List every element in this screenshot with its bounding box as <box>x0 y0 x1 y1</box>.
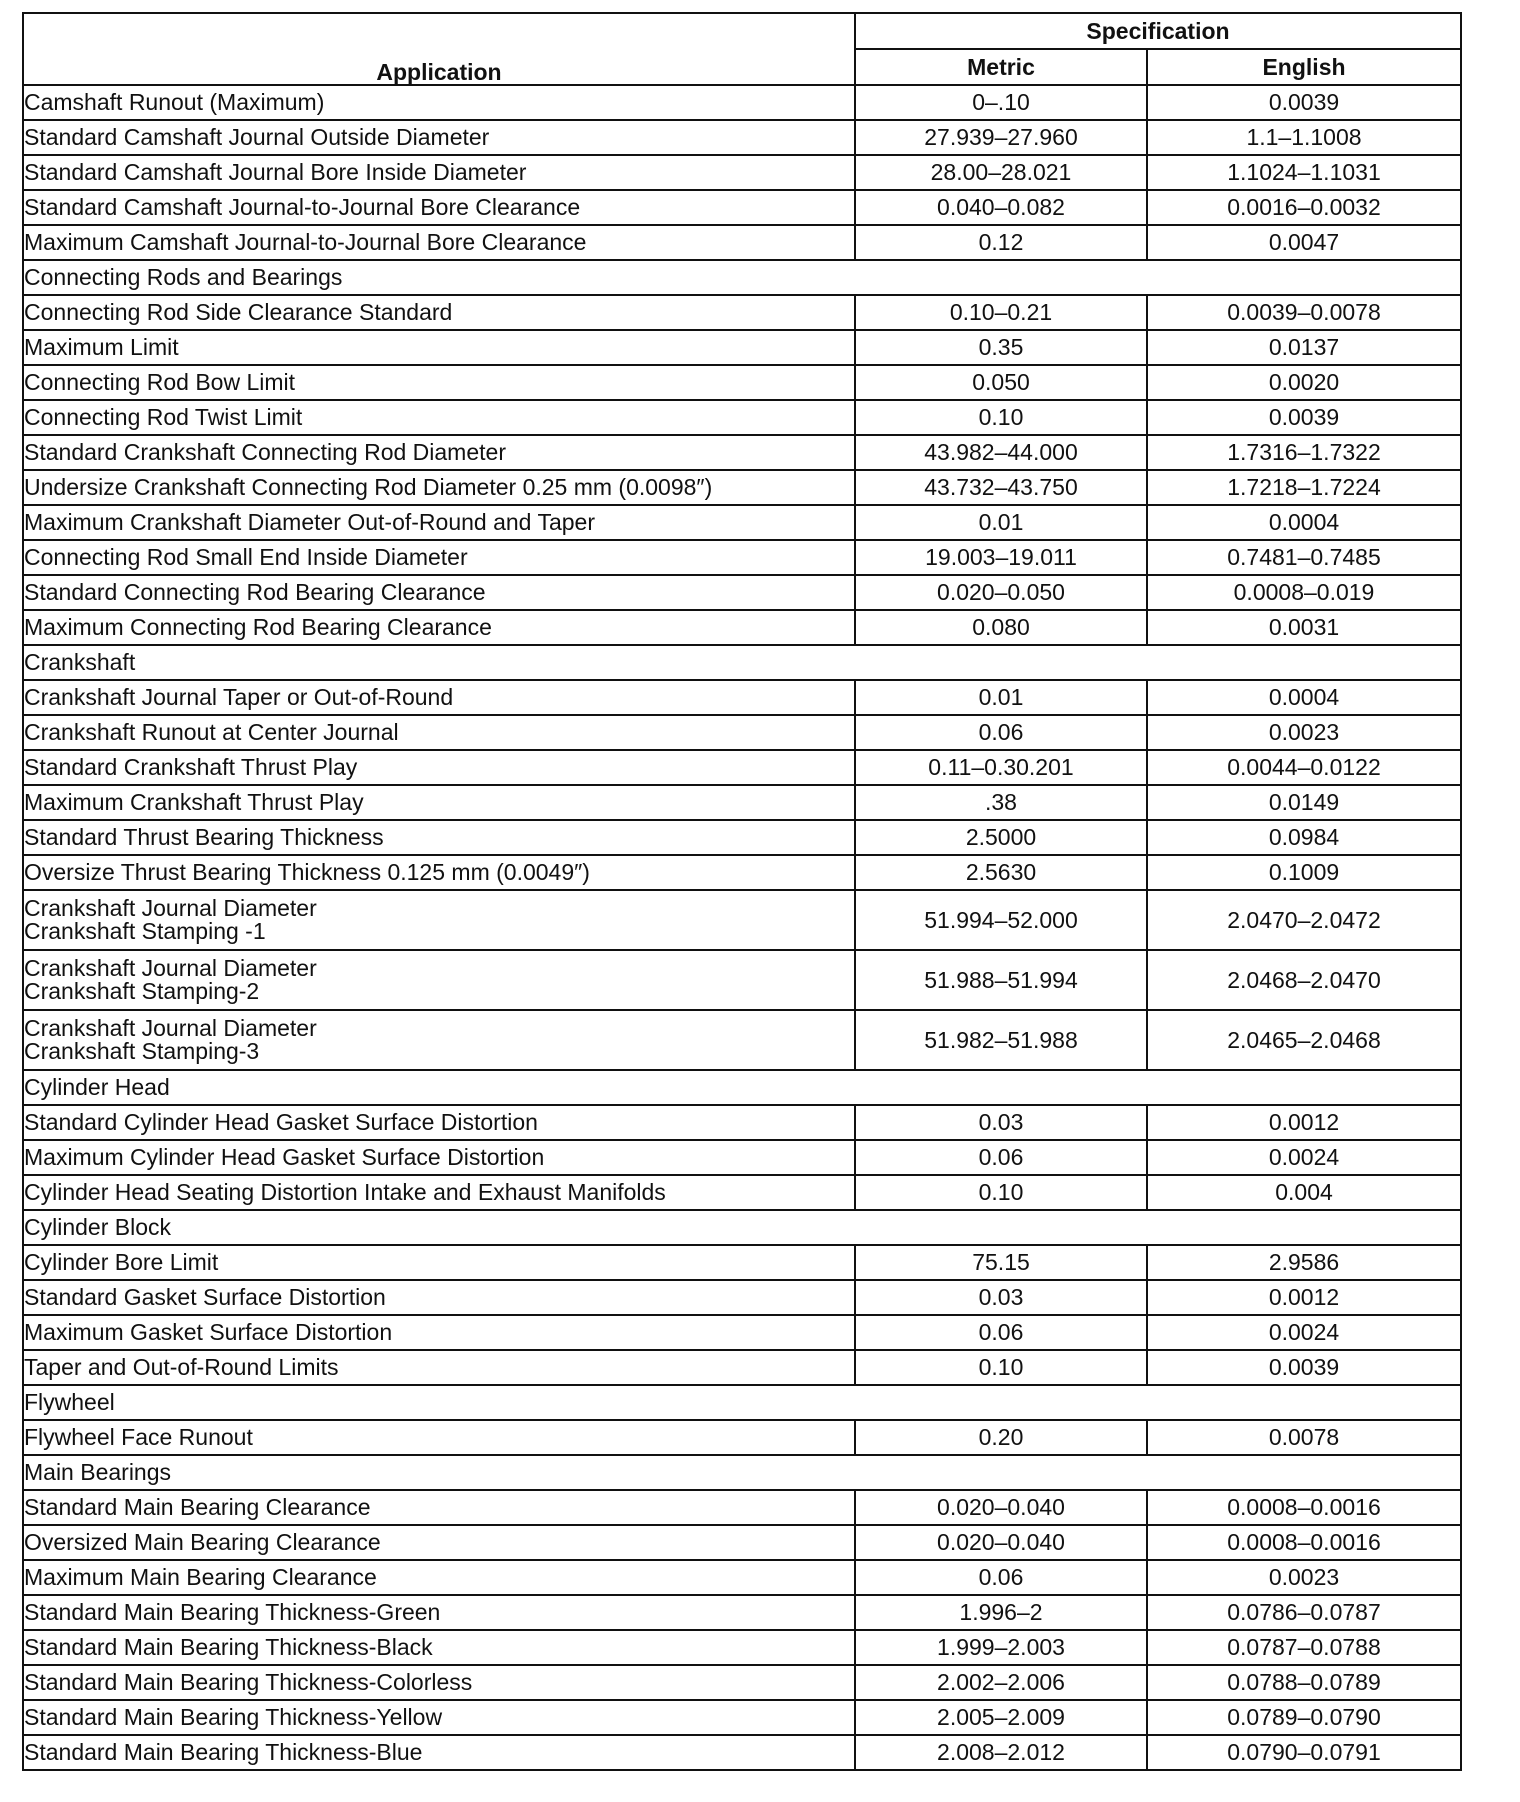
table-row <box>23 225 1461 260</box>
english-cell: 0.0023 <box>1147 715 1461 750</box>
header-metric: Metric <box>855 49 1147 85</box>
table-row <box>23 190 1461 225</box>
table-row <box>23 1560 1461 1595</box>
english-cell: 0.0149 <box>1147 785 1461 820</box>
table-row <box>23 1010 1461 1070</box>
application-cell: Cylinder Bore Limit <box>23 1245 855 1280</box>
table-body <box>23 85 1461 1770</box>
section-row <box>23 1070 1461 1105</box>
metric-cell: 0.10 <box>855 400 1147 435</box>
application-cell: Standard Cylinder Head Gasket Surface Distortion <box>23 1105 855 1140</box>
application-cell: Connecting Rod Twist Limit <box>23 400 855 435</box>
metric-cell: 0.10 <box>855 1350 1147 1385</box>
english-cell: 2.0470–2.0472 <box>1147 890 1461 950</box>
application-cell <box>23 890 855 950</box>
application-line: Crankshaft Journal Diameter <box>24 1015 317 1041</box>
english-cell: 0.0023 <box>1147 1560 1461 1595</box>
header-application: Application <box>23 13 855 85</box>
section-row <box>23 645 1461 680</box>
english-cell: 2.0465–2.0468 <box>1147 1010 1461 1070</box>
section-row <box>23 1210 1461 1245</box>
application-cell: Standard Main Bearing Thickness-Green <box>23 1595 855 1630</box>
application-cell: Taper and Out-of-Round Limits <box>23 1350 855 1385</box>
english-cell: 0.0031 <box>1147 610 1461 645</box>
table-row <box>23 400 1461 435</box>
english-cell: 0.0016–0.0032 <box>1147 190 1461 225</box>
english-cell: 0.0788–0.0789 <box>1147 1665 1461 1700</box>
metric-cell: 0.12 <box>855 225 1147 260</box>
application-cell: Connecting Rod Small End Inside Diameter <box>23 540 855 575</box>
application-line: Crankshaft Stamping-3 <box>24 1038 260 1064</box>
metric-cell: 0.20 <box>855 1420 1147 1455</box>
metric-cell: .38 <box>855 785 1147 820</box>
application-cell: Undersize Crankshaft Connecting Rod Diameter 0.25 mm (0.0098″) <box>23 470 855 505</box>
english-cell: 0.0008–0.019 <box>1147 575 1461 610</box>
english-cell: 0.0787–0.0788 <box>1147 1630 1461 1665</box>
english-cell: 0.0786–0.0787 <box>1147 1595 1461 1630</box>
english-cell: 0.0789–0.0790 <box>1147 1700 1461 1735</box>
english-cell: 0.0078 <box>1147 1420 1461 1455</box>
metric-cell: 1.996–2 <box>855 1595 1147 1630</box>
table-row <box>23 1595 1461 1630</box>
section-row <box>23 1455 1461 1490</box>
application-cell: Standard Main Bearing Thickness-Colorless <box>23 1665 855 1700</box>
metric-cell: 27.939–27.960 <box>855 120 1147 155</box>
application-cell: Standard Crankshaft Thrust Play <box>23 750 855 785</box>
table-row <box>23 820 1461 855</box>
table-row <box>23 715 1461 750</box>
application-cell: Cylinder Head Seating Distortion Intake and Exhaust Manifolds <box>23 1175 855 1210</box>
application-cell: Standard Main Bearing Thickness-Black <box>23 1630 855 1665</box>
metric-cell: 2.005–2.009 <box>855 1700 1147 1735</box>
metric-cell: 0.06 <box>855 1315 1147 1350</box>
section-title: Crankshaft <box>23 645 1461 680</box>
english-cell: 0.0044–0.0122 <box>1147 750 1461 785</box>
metric-cell: 0–.10 <box>855 85 1147 120</box>
application-cell: Standard Camshaft Journal Bore Inside Diameter <box>23 155 855 190</box>
english-cell: 0.0024 <box>1147 1315 1461 1350</box>
table-row <box>23 855 1461 890</box>
metric-cell: 2.5630 <box>855 855 1147 890</box>
metric-cell: 0.03 <box>855 1105 1147 1140</box>
application-cell: Standard Thrust Bearing Thickness <box>23 820 855 855</box>
application-cell <box>23 950 855 1010</box>
metric-cell: 51.988–51.994 <box>855 950 1147 1010</box>
english-cell: 0.1009 <box>1147 855 1461 890</box>
table-row <box>23 1665 1461 1700</box>
metric-cell: 0.020–0.050 <box>855 575 1147 610</box>
table-row <box>23 1140 1461 1175</box>
english-cell: 0.0020 <box>1147 365 1461 400</box>
application-cell: Crankshaft Journal Taper or Out-of-Round <box>23 680 855 715</box>
application-cell: Connecting Rod Bow Limit <box>23 365 855 400</box>
table-row <box>23 1280 1461 1315</box>
application-cell: Connecting Rod Side Clearance Standard <box>23 295 855 330</box>
application-cell: Standard Camshaft Journal Outside Diameter <box>23 120 855 155</box>
application-cell: Standard Camshaft Journal-to-Journal Bore Clearance <box>23 190 855 225</box>
application-cell: Maximum Cylinder Head Gasket Surface Distortion <box>23 1140 855 1175</box>
english-cell: 0.0004 <box>1147 505 1461 540</box>
table-row <box>23 785 1461 820</box>
english-cell: 0.7481–0.7485 <box>1147 540 1461 575</box>
metric-cell: 28.00–28.021 <box>855 155 1147 190</box>
table-row <box>23 470 1461 505</box>
english-cell: 2.9586 <box>1147 1245 1461 1280</box>
table-row <box>23 1245 1461 1280</box>
header-english: English <box>1147 49 1461 85</box>
metric-cell: 0.020–0.040 <box>855 1490 1147 1525</box>
table-row <box>23 950 1461 1010</box>
metric-cell: 0.35 <box>855 330 1147 365</box>
table-row <box>23 1315 1461 1350</box>
application-cell: Crankshaft Runout at Center Journal <box>23 715 855 750</box>
section-title: Connecting Rods and Bearings <box>23 260 1461 295</box>
table-row <box>23 85 1461 120</box>
application-cell: Standard Main Bearing Thickness-Yellow <box>23 1700 855 1735</box>
english-cell: 0.0984 <box>1147 820 1461 855</box>
english-cell: 0.0047 <box>1147 225 1461 260</box>
table-row <box>23 1490 1461 1525</box>
metric-cell: 0.06 <box>855 1560 1147 1595</box>
application-cell: Maximum Limit <box>23 330 855 365</box>
application-line: Crankshaft Stamping -1 <box>24 918 266 944</box>
metric-cell: 0.01 <box>855 680 1147 715</box>
table-row <box>23 330 1461 365</box>
table-row <box>23 155 1461 190</box>
section-title: Flywheel <box>23 1385 1461 1420</box>
application-line: Crankshaft Stamping-2 <box>24 978 260 1004</box>
english-cell: 0.0039 <box>1147 1350 1461 1385</box>
specification-table <box>22 12 1462 1771</box>
metric-cell: 0.03 <box>855 1280 1147 1315</box>
table-row <box>23 610 1461 645</box>
table-row <box>23 120 1461 155</box>
application-cell <box>23 1010 855 1070</box>
metric-cell: 0.040–0.082 <box>855 190 1147 225</box>
english-cell: 0.0039–0.0078 <box>1147 295 1461 330</box>
metric-cell: 2.008–2.012 <box>855 1735 1147 1770</box>
table-row <box>23 1735 1461 1770</box>
table-row <box>23 365 1461 400</box>
metric-cell: 0.10 <box>855 1175 1147 1210</box>
application-cell: Oversized Main Bearing Clearance <box>23 1525 855 1560</box>
english-cell: 1.7316–1.7322 <box>1147 435 1461 470</box>
section-title: Cylinder Block <box>23 1210 1461 1245</box>
metric-cell: 19.003–19.011 <box>855 540 1147 575</box>
metric-cell: 0.01 <box>855 505 1147 540</box>
table-row <box>23 890 1461 950</box>
table-row <box>23 575 1461 610</box>
application-cell: Flywheel Face Runout <box>23 1420 855 1455</box>
table-row <box>23 1175 1461 1210</box>
english-cell: 0.0024 <box>1147 1140 1461 1175</box>
metric-cell: 0.10–0.21 <box>855 295 1147 330</box>
section-row <box>23 260 1461 295</box>
metric-cell: 43.982–44.000 <box>855 435 1147 470</box>
section-row <box>23 1385 1461 1420</box>
table-row <box>23 295 1461 330</box>
table-row <box>23 750 1461 785</box>
table-row <box>23 1700 1461 1735</box>
application-cell: Maximum Main Bearing Clearance <box>23 1560 855 1595</box>
table-header <box>23 13 1461 85</box>
section-title: Main Bearings <box>23 1455 1461 1490</box>
metric-cell: 51.982–51.988 <box>855 1010 1147 1070</box>
english-cell: 0.0004 <box>1147 680 1461 715</box>
metric-cell: 0.11–0.30.201 <box>855 750 1147 785</box>
spec-page <box>22 12 1460 1771</box>
english-cell: 0.0008–0.0016 <box>1147 1490 1461 1525</box>
table-row <box>23 680 1461 715</box>
english-cell: 1.1024–1.1031 <box>1147 155 1461 190</box>
english-cell: 2.0468–2.0470 <box>1147 950 1461 1010</box>
english-cell: 0.0012 <box>1147 1280 1461 1315</box>
header-specification: Specification <box>855 13 1461 49</box>
table-row <box>23 540 1461 575</box>
application-cell: Standard Main Bearing Clearance <box>23 1490 855 1525</box>
metric-cell: 43.732–43.750 <box>855 470 1147 505</box>
english-cell: 1.7218–1.7224 <box>1147 470 1461 505</box>
metric-cell: 75.15 <box>855 1245 1147 1280</box>
english-cell: 1.1–1.1008 <box>1147 120 1461 155</box>
english-cell: 0.0012 <box>1147 1105 1461 1140</box>
metric-cell: 2.5000 <box>855 820 1147 855</box>
english-cell: 0.0039 <box>1147 85 1461 120</box>
application-cell: Maximum Gasket Surface Distortion <box>23 1315 855 1350</box>
metric-cell: 0.080 <box>855 610 1147 645</box>
table-row <box>23 1350 1461 1385</box>
application-cell: Standard Crankshaft Connecting Rod Diameter <box>23 435 855 470</box>
english-cell: 0.0137 <box>1147 330 1461 365</box>
table-row <box>23 1105 1461 1140</box>
metric-cell: 2.002–2.006 <box>855 1665 1147 1700</box>
section-title: Cylinder Head <box>23 1070 1461 1105</box>
table-row <box>23 505 1461 540</box>
english-cell: 0.0008–0.0016 <box>1147 1525 1461 1560</box>
application-cell: Standard Gasket Surface Distortion <box>23 1280 855 1315</box>
english-cell: 0.004 <box>1147 1175 1461 1210</box>
table-row <box>23 1420 1461 1455</box>
application-line: Crankshaft Journal Diameter <box>24 895 317 921</box>
application-line: Crankshaft Journal Diameter <box>24 955 317 981</box>
metric-cell: 0.050 <box>855 365 1147 400</box>
metric-cell: 51.994–52.000 <box>855 890 1147 950</box>
application-cell: Maximum Connecting Rod Bearing Clearance <box>23 610 855 645</box>
english-cell: 0.0039 <box>1147 400 1461 435</box>
application-cell: Oversize Thrust Bearing Thickness 0.125 mm (0.0049″) <box>23 855 855 890</box>
table-row <box>23 1630 1461 1665</box>
application-cell: Maximum Crankshaft Diameter Out-of-Round and Taper <box>23 505 855 540</box>
application-cell: Maximum Camshaft Journal-to-Journal Bore Clearance <box>23 225 855 260</box>
table-row <box>23 435 1461 470</box>
table-row <box>23 1525 1461 1560</box>
metric-cell: 1.999–2.003 <box>855 1630 1147 1665</box>
english-cell: 0.0790–0.0791 <box>1147 1735 1461 1770</box>
application-cell: Camshaft Runout (Maximum) <box>23 85 855 120</box>
metric-cell: 0.020–0.040 <box>855 1525 1147 1560</box>
application-cell: Maximum Crankshaft Thrust Play <box>23 785 855 820</box>
metric-cell: 0.06 <box>855 1140 1147 1175</box>
application-cell: Standard Connecting Rod Bearing Clearance <box>23 575 855 610</box>
application-cell: Standard Main Bearing Thickness-Blue <box>23 1735 855 1770</box>
metric-cell: 0.06 <box>855 715 1147 750</box>
